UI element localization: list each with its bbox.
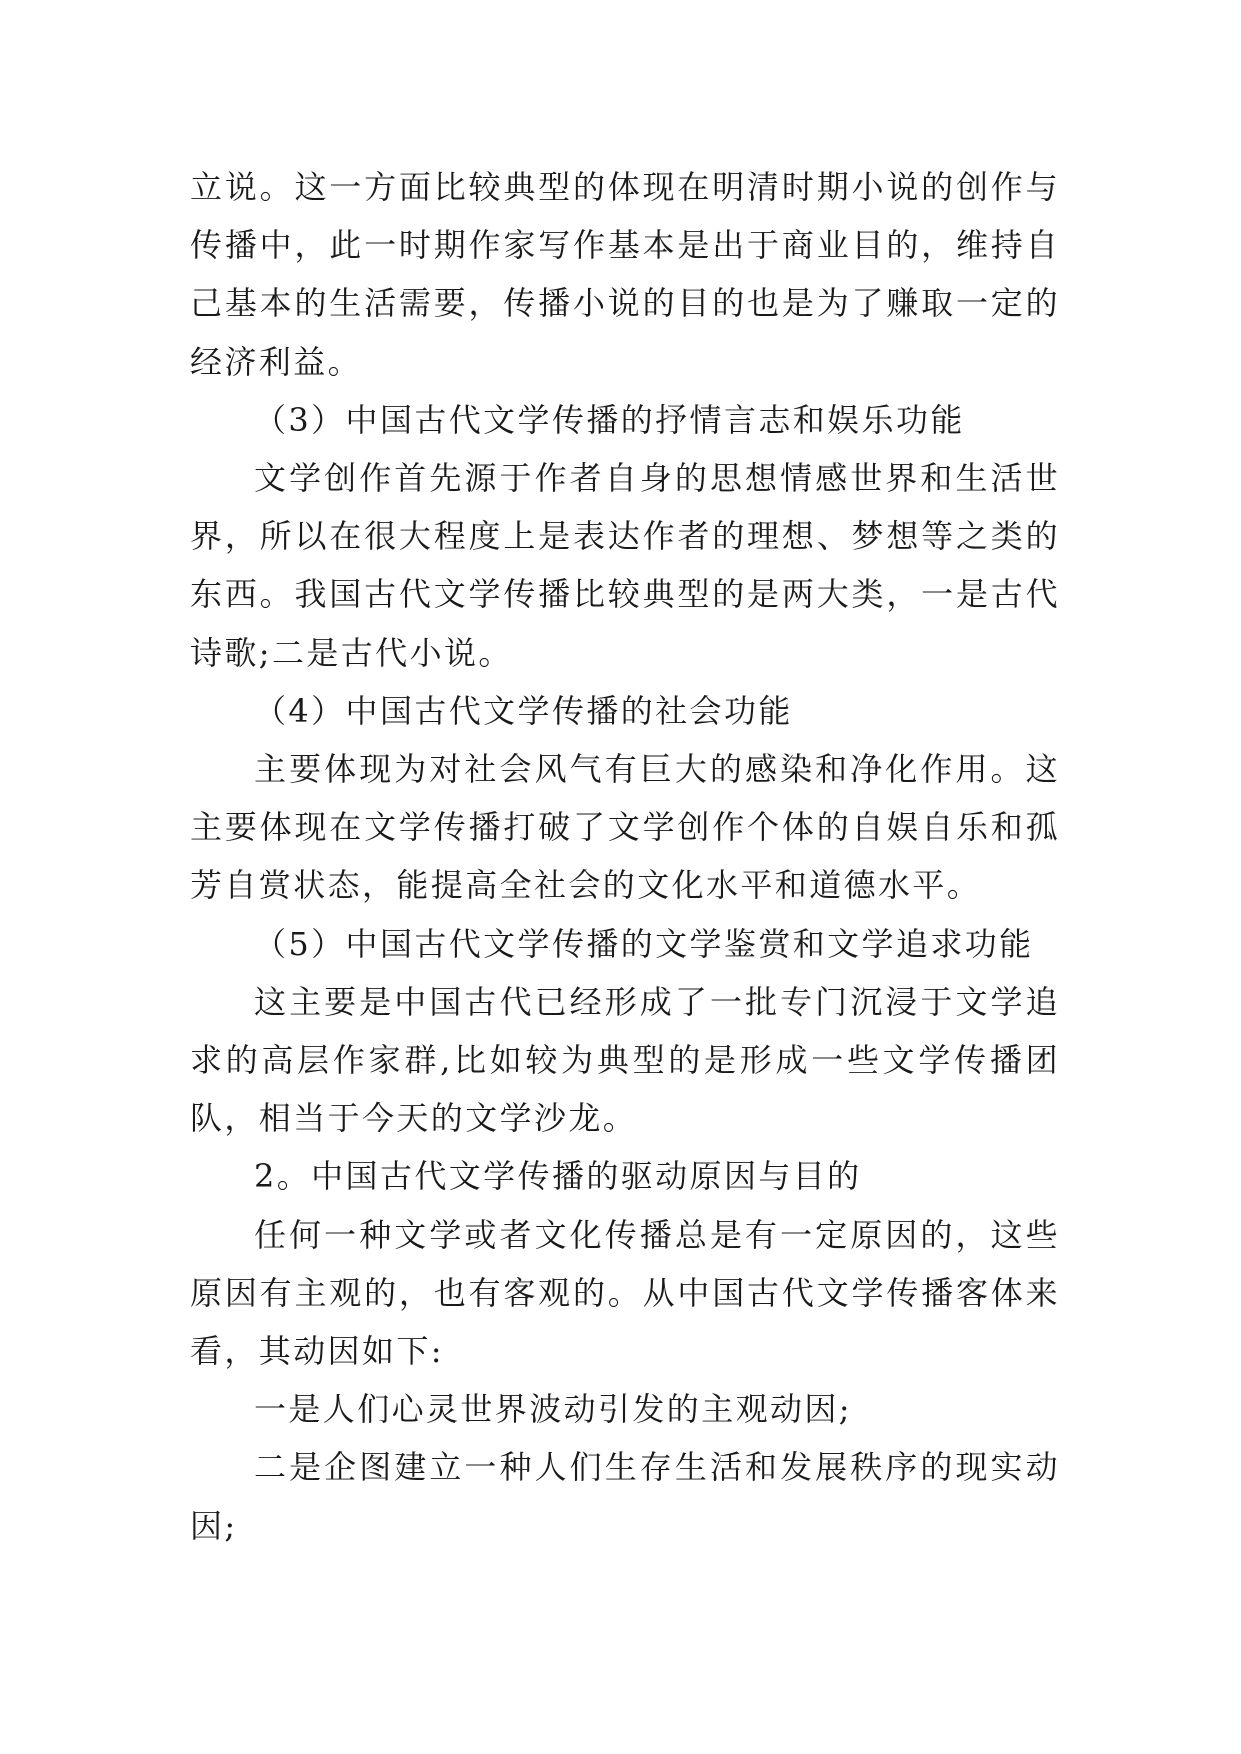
section-heading-5: （5）中国古代文学传播的文学鉴赏和文学追求功能 — [254, 924, 1034, 963]
document-body — [190, 158, 1060, 1555]
body-paragraph-6: 一是人们心灵世界波动引发的主观动因; — [254, 1390, 852, 1429]
body-paragraph-5: 任何一种文学或者文化传播总是有一定原因的，这些原因有主观的，也有客观的。从中国古代文学传播客体来看，其动因如下: — [190, 1215, 1060, 1371]
body-paragraph-4: 这主要是中国古代已经形成了一批专门沉浸于文学追求的高层作家群,比如较为典型的是形成一些文学传播团队，相当于今天的文学沙龙。 — [190, 982, 1060, 1138]
body-paragraph-1: 立说。这一方面比较典型的体现在明清时期小说的创作与传播中，此一时期作家写作基本是出于商业目的，维持自己基本的生活需要，传播小说的目的也是为了赚取一定的经济利益。 — [190, 168, 1060, 381]
body-paragraph-2: 文学创作首先源于作者自身的思想情感世界和生活世界，所以在很大程度上是表达作者的理想、梦想等之类的东西。我国古代文学传播比较典型的是两大类，一是古代诗歌;二是古代小说。 — [190, 459, 1060, 672]
body-paragraph-3: 主要体现为对社会风气有巨大的感染和净化作用。这主要体现在文学传播打破了文学创作个体的自娱自乐和孤芳自赏状态，能提高全社会的文化水平和道德水平。 — [190, 750, 1060, 905]
section-heading-2: 2。中国古代文学传播的驱动原因与目的 — [254, 1157, 862, 1196]
section-heading-4: （4）中国古代文学传播的社会功能 — [254, 691, 793, 730]
section-heading-3: （3）中国古代文学传播的抒情言志和娱乐功能 — [254, 400, 965, 439]
body-paragraph-7: 二是企图建立一种人们生存生活和发展秩序的现实动因; — [190, 1448, 1060, 1545]
